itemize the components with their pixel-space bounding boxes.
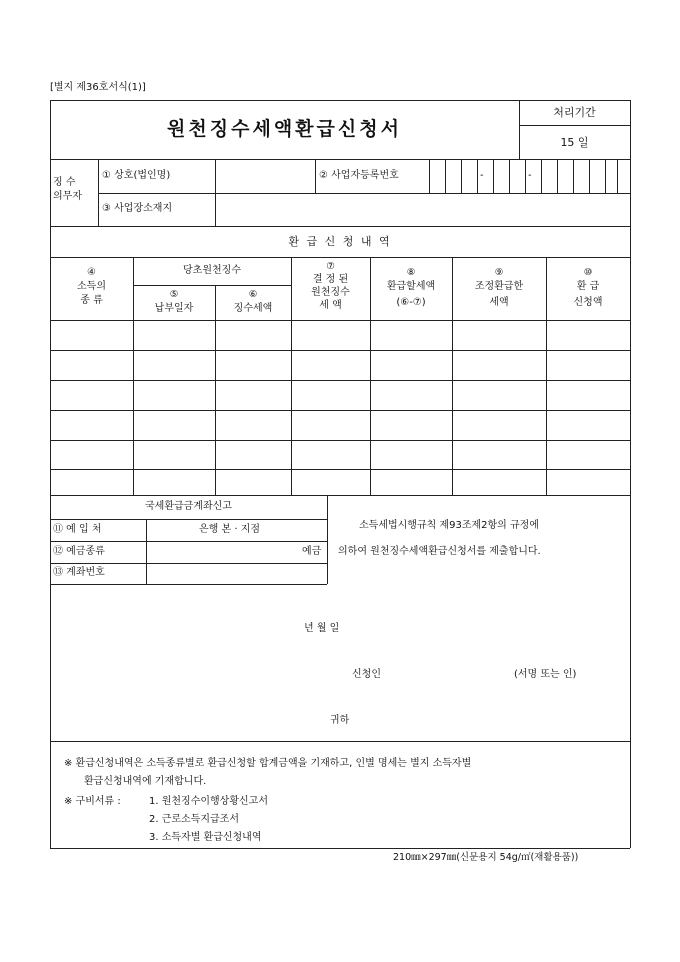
bank-account-heading: 국세환급금계좌신고 xyxy=(145,501,232,512)
col-determined-tax-num: ⑦ xyxy=(326,261,335,272)
cell-refundable-tax[interactable] xyxy=(372,382,450,408)
required-document: 1. 원천징수이행상황신고서 xyxy=(149,796,268,807)
col-adjusted-refund-label: 조정환급한 xyxy=(474,281,524,292)
company-name-label: ① 상호(법인명) xyxy=(102,170,171,181)
bank-suffix: 은행 본 · 지점 xyxy=(199,524,261,535)
note-1-continued: 환급신청내역에 기재합니다. xyxy=(84,776,207,787)
declaration-line1: 소득세법시행규칙 제93조제2항의 규정에 xyxy=(359,520,540,531)
col-refund-request-label: 신청액 xyxy=(573,297,603,308)
col-determined-tax-label: 결 정 된 xyxy=(312,274,349,285)
col-refund-request-label: 환 급 xyxy=(576,281,600,292)
cell-income-type[interactable] xyxy=(52,442,131,467)
cell-adjusted-refund[interactable] xyxy=(454,412,544,438)
deposit-type-label: ⑫ 예금종류 xyxy=(53,546,105,557)
form-code: [별지 제36호서식(1)] xyxy=(50,82,146,93)
cell-refundable-tax[interactable] xyxy=(372,471,450,493)
cell-adjusted-refund[interactable] xyxy=(454,382,544,408)
cell-adjusted-refund[interactable] xyxy=(454,471,544,493)
declaration-line2: 의하여 원천징수세액환급신청서를 제출합니다. xyxy=(338,546,541,557)
cell-refundable-tax[interactable] xyxy=(372,322,450,348)
col-adjusted-refund-num: ⑨ xyxy=(494,267,504,278)
col-determined-tax-label: 세 액 xyxy=(319,300,342,311)
col-refundable-tax-label: 환급할세액 xyxy=(386,281,436,292)
deposit-type-field[interactable] xyxy=(148,543,298,561)
cell-refundable-tax[interactable] xyxy=(372,352,450,378)
business-address-field[interactable] xyxy=(218,198,627,222)
cell-adjusted-refund[interactable] xyxy=(454,322,544,348)
cell-adjusted-refund[interactable] xyxy=(454,352,544,378)
refund-details-heading: 환 급 신 청 내 역 xyxy=(288,235,392,248)
col-income-type-label: 소득의 xyxy=(77,281,106,292)
cell-determined-tax[interactable] xyxy=(293,471,368,493)
applicant-label: 신청인 xyxy=(352,669,381,680)
bank-label: ⑪ 예 입 처 xyxy=(53,524,102,535)
cell-income-type[interactable] xyxy=(52,412,131,438)
cell-payment-date[interactable] xyxy=(135,352,213,378)
note-1: ※ 환급신청내역은 소득종류별로 환급신청할 합계금액을 기재하고, 인별 명세는 별지 소득자별 xyxy=(64,758,472,769)
date-line: 년 월 일 xyxy=(304,623,340,634)
registration-number-label: ② 사업자등록번호 xyxy=(319,170,399,181)
cell-payment-date[interactable] xyxy=(135,322,213,348)
registration-number-field[interactable] xyxy=(429,160,617,192)
cell-determined-tax[interactable] xyxy=(293,352,368,378)
cell-payment-date[interactable] xyxy=(135,442,213,467)
col-withheld-tax-num: ⑥ xyxy=(248,289,258,300)
cell-refund-request[interactable] xyxy=(548,412,628,438)
cell-withheld-tax[interactable] xyxy=(217,322,289,348)
cell-income-type[interactable] xyxy=(52,382,131,408)
cell-payment-date[interactable] xyxy=(135,382,213,408)
cell-income-type[interactable] xyxy=(52,352,131,378)
cell-refund-request[interactable] xyxy=(548,471,628,493)
payer-label-line2: 의무자 xyxy=(53,191,82,202)
account-number-field[interactable] xyxy=(148,565,325,583)
cell-refund-request[interactable] xyxy=(548,442,628,467)
deposit-suffix: 예금 xyxy=(302,546,322,557)
col-payment-date-num: ⑤ xyxy=(169,289,179,300)
cell-withheld-tax[interactable] xyxy=(217,352,289,378)
col-refundable-tax-label: (⑥-⑦) xyxy=(396,297,426,308)
bank-name-field[interactable] xyxy=(148,521,196,539)
col-refundable-tax-num: ⑧ xyxy=(406,267,416,278)
cell-determined-tax[interactable] xyxy=(293,322,368,348)
cell-determined-tax[interactable] xyxy=(293,442,368,467)
col-payment-date-label: 납부일자 xyxy=(154,303,194,314)
col-adjusted-refund-label: 세액 xyxy=(489,297,509,308)
cell-refundable-tax[interactable] xyxy=(372,442,450,467)
col-income-type-num: ④ xyxy=(87,267,96,278)
cell-withheld-tax[interactable] xyxy=(217,412,289,438)
required-document: 2. 근로소득지급조서 xyxy=(149,814,239,825)
cell-withheld-tax[interactable] xyxy=(217,471,289,493)
col-determined-tax-label: 원천징수 xyxy=(311,287,350,298)
cell-income-type[interactable] xyxy=(52,322,131,348)
processing-label: 처리기간 xyxy=(553,106,596,119)
cell-income-type[interactable] xyxy=(52,471,131,493)
required-document: 3. 소득자별 환급신청내역 xyxy=(149,832,262,843)
sign-or-seal-note: (서명 또는 인) xyxy=(514,669,577,680)
payer-label-line1: 징 수 xyxy=(53,177,76,188)
applicant-name-field[interactable] xyxy=(396,664,506,684)
paper-spec: 210㎜×297㎜(신문용지 54g/㎡(재활용품)) xyxy=(393,852,579,863)
note-2-label: ※ 구비서류 : xyxy=(64,796,121,807)
cell-withheld-tax[interactable] xyxy=(217,382,289,408)
registration-dash: - xyxy=(480,170,484,181)
col-withheld-tax-label: 징수세액 xyxy=(233,303,273,314)
company-name-field[interactable] xyxy=(218,166,312,186)
cell-determined-tax[interactable] xyxy=(293,412,368,438)
recipient-line: 귀하 xyxy=(330,715,350,726)
cell-payment-date[interactable] xyxy=(135,412,213,438)
col-refund-request-num: ⑩ xyxy=(583,267,593,278)
col-group-original-withholding: 당초원천징수 xyxy=(183,265,241,276)
col-income-type-label: 종 류 xyxy=(80,295,103,306)
processing-value: 15 일 xyxy=(560,136,589,149)
cell-payment-date[interactable] xyxy=(135,471,213,493)
cell-refundable-tax[interactable] xyxy=(372,412,450,438)
cell-adjusted-refund[interactable] xyxy=(454,442,544,467)
form-title: 원천징수세액환급신청서 xyxy=(167,118,402,140)
cell-determined-tax[interactable] xyxy=(293,382,368,408)
account-number-label: ⑬ 계좌번호 xyxy=(53,567,105,578)
registration-dash: - xyxy=(528,170,532,181)
cell-refund-request[interactable] xyxy=(548,352,628,378)
cell-refund-request[interactable] xyxy=(548,382,628,408)
cell-refund-request[interactable] xyxy=(548,322,628,348)
cell-withheld-tax[interactable] xyxy=(217,442,289,467)
business-address-label: ③ 사업장소재지 xyxy=(102,203,173,214)
